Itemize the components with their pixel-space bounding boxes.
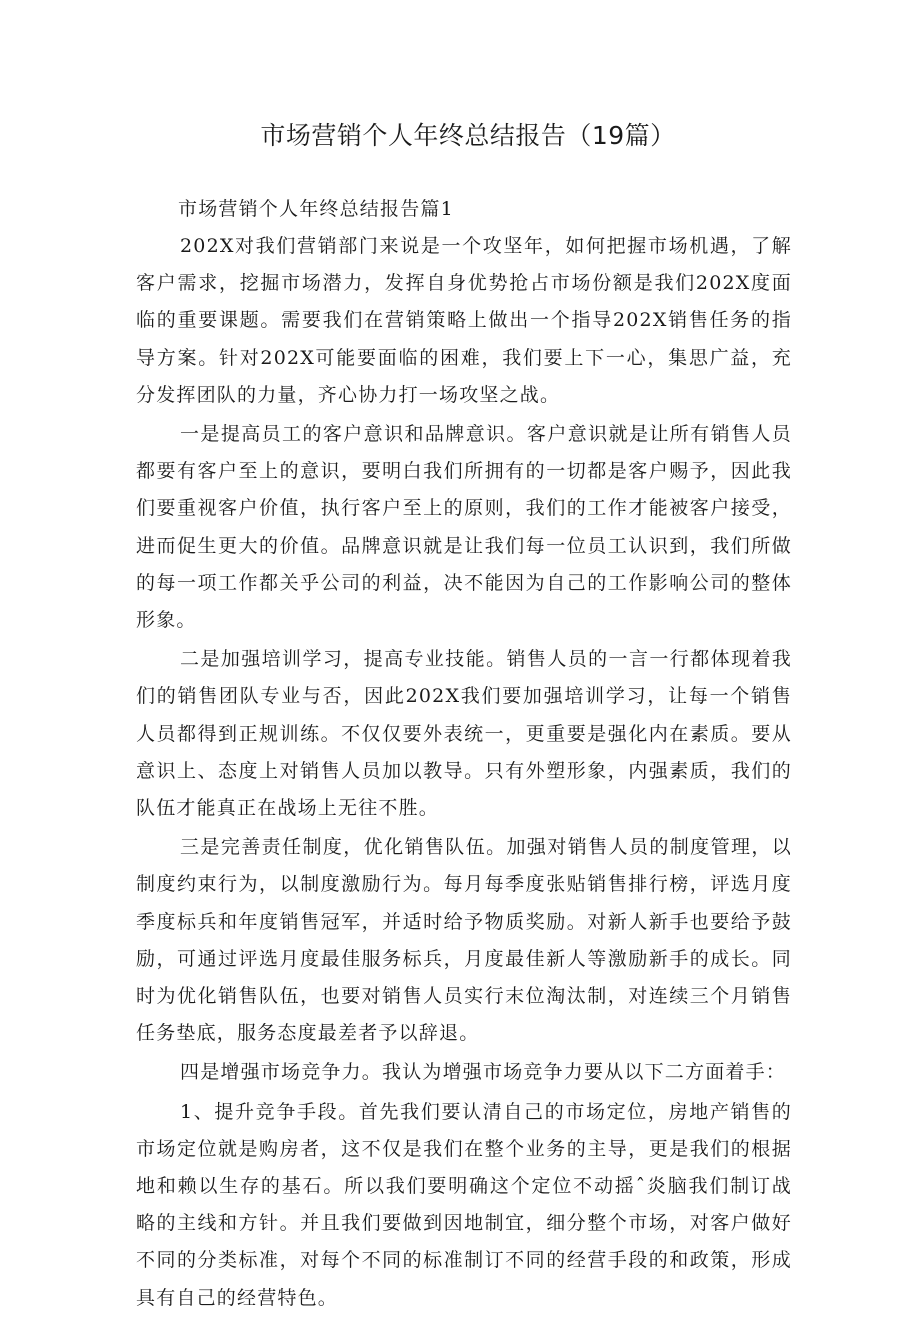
paragraph-point-two: 二是加强培训学习，提高专业技能。销售人员的一言一行都体现着我们的销售团队专业与否，因此202X我们要加强培训学习，让每一个销售人员都得到正规训练。不仅仅要外表统一，更重要是强化内在素质。要从意识上、态度上对销售人员加以教导。只有外塑形象，内强素质，我们的队伍才能真正在战场上无往不胜。 — [136, 648, 792, 820]
paragraph-item-one: 1、提升竞争手段。首先我们要认清自己的市场定位，房地产销售的市场定位就是购房者，这不仅是我们在整个业务的主导，更是我们的根据地和赖以生存的基石。所以我们要明确这个定位不动摇ˆ炎脑我们制订战略的主线和方针。并且我们要做到因地制宜，细分整个市场，对客户做好不同的分类标准，对每个不同的标准制订不同的经营手段的和政策，形成具有自己的经营特色。 — [136, 1100, 792, 1309]
paragraph-point-four: 四是增强市场竞争力。我认为增强市场竞争力要从以下二方面着手： — [180, 1061, 787, 1084]
paragraph-point-three: 三是完善责任制度，优化销售队伍。加强对销售人员的制度管理，以制度约束行为，以制度激励行为。每月每季度张贴销售排行榜，评选月度季度标兵和年度销售冠军，并适时给予物质奖励。对新人新手也要给予鼓励，可通过评选月度最佳服务标兵，月度最佳新人等激励新手的成长。同时为优化销售队伍，也要对销售人员实行末位淘汰制，对连续三个月销售任务垫底，服务态度最差者予以辞退。 — [136, 836, 792, 1045]
section-heading: 市场营销个人年终总结报告篇1 — [178, 198, 454, 220]
paragraph-point-one: 一是提高员工的客户意识和品牌意识。客户意识就是让所有销售人员都要有客户至上的意识，要明白我们所拥有的一切都是客户赐予，因此我们要重视客户价值，执行客户至上的原则，我们的工作才能被客户接受，进而促生更大的价值。品牌意识就是让我们每一位员工认识到，我们所做的每一项工作都关乎公司的利益，决不能因为自己的工作影响公司的整体形象。 — [136, 423, 792, 632]
document-title: 市场营销个人年终总结报告（19篇） — [260, 121, 676, 150]
paragraph-intro: 202X对我们营销部门来说是一个攻坚年，如何把握市场机遇，了解客户需求，挖掘市场潜力，发挥自身优势抢占市场份额是我们202X度面临的重要课题。需要我们在营销策略上做出一个指导202X销售任务的指导方案。针对202X可能要面临的困难，我们要上下一心，集思广益，充分发挥团队的力量，齐心协力打一场攻坚之战。 — [136, 235, 792, 406]
